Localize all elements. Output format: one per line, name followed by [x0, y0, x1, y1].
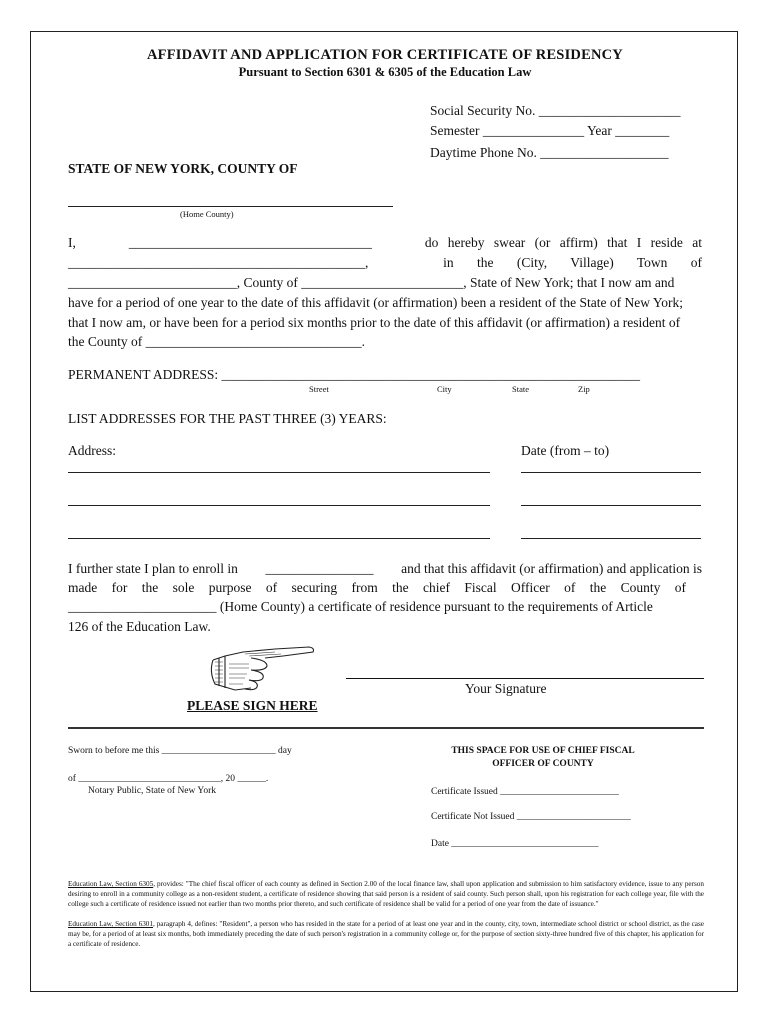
affidavit-line-3[interactable]: _________________________, County of ________________________, State of New York; that I now am and — [68, 275, 675, 290]
address-history-heading: LIST ADDRESSES FOR THE PAST THREE (3) YEARS: — [68, 411, 387, 426]
certificate-not-issued-field[interactable]: Certificate Not Issued ________________________ — [431, 812, 631, 822]
enroll-college-field[interactable]: ________________ — [265, 561, 374, 576]
document-subtitle: Pursuant to Section 6301 & 6305 of the Education Law — [238, 65, 532, 79]
affidavit-line-4: have for a period of one year to the date of this affidavit (or affirmation) been a resident of the State of New York; — [68, 295, 684, 310]
enroll-line-2: made for the sole purpose of securing from the chief Fiscal Officer of the County of — [68, 580, 686, 595]
footnote-text-6301: , paragraph 4, defines: "Resident", a person who has resided in the state for a period of at least one year and in the county, city, town, intermediate school district or school district, as the case may be, for a period of at least six months, both immediately preceding the date of such person's registration in a community college or, for the purpose of section sixty-three hundred five of this chapter, his application for a certificate of residence. — [68, 920, 704, 948]
enroll-text-a: I further state I plan to enroll in — [68, 561, 238, 576]
daytime-phone-field[interactable]: Daytime Phone No. ___________________ — [430, 145, 669, 160]
semester-year-field[interactable]: Semester _______________ Year ________ — [430, 123, 670, 138]
footnote-ref-6301: Education Law, Section 6301 — [68, 920, 153, 928]
city-caption: City — [437, 384, 452, 394]
home-county-caption: (Home County) — [180, 209, 234, 219]
affidavit-line-6[interactable]: the County of ________________________________. — [68, 334, 365, 349]
footnote-6305 — [68, 879, 704, 909]
affidavit-swear-text: do hereby swear (or affirm) that I reside at — [424, 235, 702, 250]
please-sign-here: PLEASE SIGN HERE — [187, 698, 318, 713]
home-county-line[interactable] — [68, 206, 393, 207]
pointing-hand-icon — [205, 640, 317, 698]
address-line-2[interactable] — [68, 505, 490, 506]
date-line-3[interactable] — [521, 538, 701, 539]
section-divider — [68, 727, 704, 729]
affidavit-town-text: in the (City, Village) Town of — [443, 255, 702, 270]
address-line-1[interactable] — [68, 472, 490, 473]
date-line-2[interactable] — [521, 505, 701, 506]
reside-address-field[interactable]: ____________________________________________, — [68, 255, 369, 270]
county-heading: STATE OF NEW YORK, COUNTY OF — [68, 161, 298, 176]
signature-label: Your Signature — [465, 681, 547, 696]
fiscal-date-field[interactable]: Date _______________________________ — [431, 839, 599, 849]
address-label: Address: — [68, 443, 116, 458]
date-range-label: Date (from – to) — [521, 443, 610, 458]
sworn-date-field[interactable]: of ______________________________, 20 ______. — [68, 774, 269, 784]
reside-name-field[interactable]: ____________________________________ — [128, 235, 372, 250]
fiscal-officer-heading-1: THIS SPACE FOR USE OF CHIEF FISCAL — [451, 746, 635, 756]
certificate-issued-field[interactable]: Certificate Issued _________________________ — [431, 787, 619, 797]
enroll-line-4: 126 of the Education Law. — [68, 619, 211, 634]
document-title: AFFIDAVIT AND APPLICATION FOR CERTIFICATE OF RESIDENCY — [147, 47, 623, 63]
sworn-before-field[interactable]: Sworn to before me this ________________________ day — [68, 746, 292, 756]
notary-caption: Notary Public, State of New York — [88, 786, 216, 796]
state-caption: State — [512, 384, 529, 394]
ssn-field[interactable]: Social Security No. _____________________ — [430, 103, 681, 118]
signature-line[interactable] — [346, 678, 704, 679]
footnote-text-6305: , provides: "The chief fiscal officer of each county as defined in Section 2.00 of the local finance law, shall upon application and submission to him satisfactory evidence, issue to any person desiring to enroll in a community college as a non-resident student, a certificate of residence showing that said person is a resident of said county. Such person shall, upon his registration for each college year, file with the college such a certificate of residence issued not earlier than two months prior thereto, and such certificate of residence shall be valid for a period of one year from the date of issuance." — [68, 880, 704, 908]
enroll-text-b: and that this affidavit (or affirmation) and application is — [401, 561, 702, 576]
address-line-3[interactable] — [68, 538, 490, 539]
zip-caption: Zip — [578, 384, 590, 394]
affidavit-line-5: that I now am, or have been for a period six months prior to the date of this affidavit (or affirmation) a resident of — [68, 315, 681, 330]
affidavit-i: I, — [68, 235, 76, 250]
fiscal-officer-heading-2: OFFICER OF COUNTY — [492, 759, 594, 769]
footnote-6301 — [68, 919, 704, 949]
enroll-line-3[interactable]: ______________________ (Home County) a certificate of residence pursuant to the requirements of Article — [68, 599, 653, 614]
affidavit-line-2 — [68, 255, 702, 271]
date-line-1[interactable] — [521, 472, 701, 473]
affidavit-line-1 — [68, 235, 702, 251]
footnote-ref-6305: Education Law, Section 6305 — [68, 880, 154, 888]
permanent-address-field[interactable]: PERMANENT ADDRESS: ______________________________________________________________ — [68, 367, 641, 382]
street-caption: Street — [309, 384, 329, 394]
enroll-line-1 — [68, 561, 702, 577]
